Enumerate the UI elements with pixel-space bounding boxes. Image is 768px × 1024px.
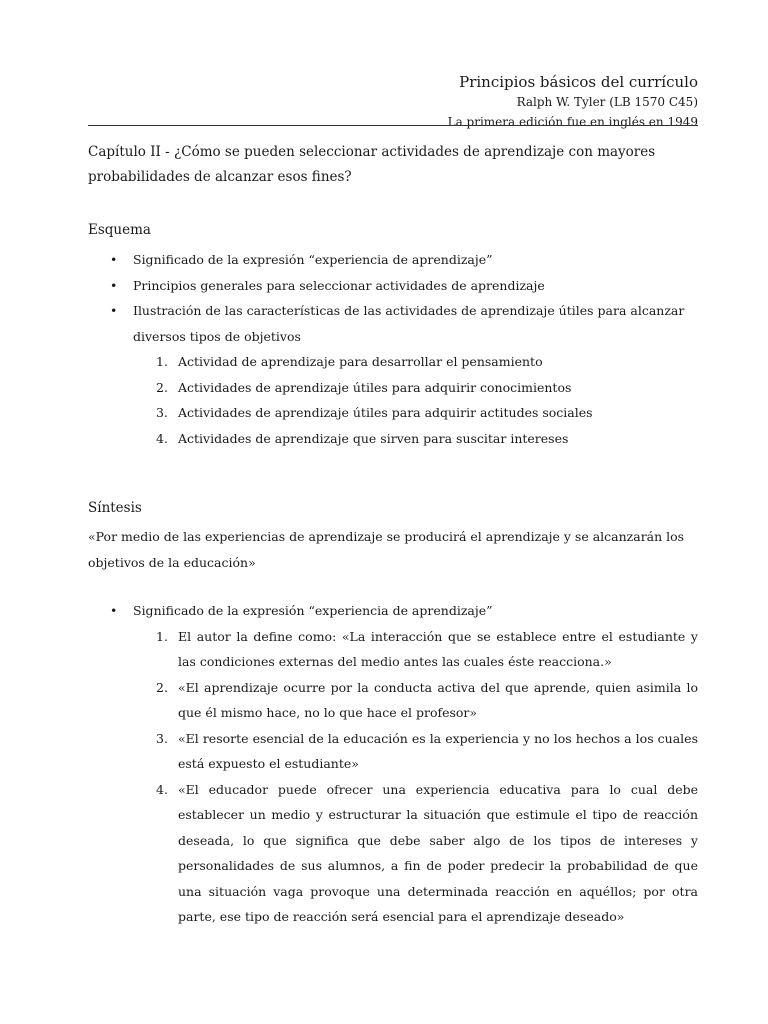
list-item: • Significado de la expresión “experiencia de aprendizaje” — [88, 247, 698, 273]
header-divider — [88, 125, 698, 126]
sintesis-quote: «Por medio de las experiencias de aprendizaje se producirá el aprendizaje y se alcanzarán los objetivos de la educación» — [88, 529, 685, 570]
list-item: 3. «El resorte esencial de la educación es la experiencia y no los hechos a los cuales está expuesto el estudiante» — [156, 730, 698, 771]
list-item: 3. Actividades de aprendizaje útiles para adquirir actitudes sociales — [156, 405, 593, 420]
list-item: 2. Actividades de aprendizaje útiles para adquirir conocimientos — [156, 379, 572, 395]
list-item: • Significado de la expresión “experiencia de aprendizaje” 1. El autor la define como: «La interacción que se establece entre el estudiante y las condiciones externas del medio antes las cuales éste reacciona.» 2. «El aprendizaje ocurre por la conducta activa del que aprende, quien asimila lo que él mismo hace, no lo que hace el profesor» 3. «El resorte esencial de la educación es la experiencia y no los hechos a los cuales está expuesto el estudiante» 4. «El educador puede ofrecer una experiencia educativa para lo cual debe establecer un medio y estructurar la situación que estimule el tipo de reacción deseada, lo que significa que debe saber algo de los tipos de intereses y personalidades de sus alumnos, a fin de poder predecir la probabilidad de que una situación vaga provoque una determinada reacción en aquéllos; por otra parte, ese tipo de reacción será esencial para el aprendizaje deseado» — [88, 598, 698, 930]
book-title: Principios básicos del currículo — [459, 73, 698, 91]
book-author: Ralph W. Tyler (LB 1570 C45) — [516, 95, 698, 109]
esquema-sublist — [133, 349, 698, 451]
esquema-list — [88, 247, 698, 451]
list-item: • Principios generales para seleccionar actividades de aprendizaje — [88, 273, 698, 299]
page-header — [448, 72, 698, 132]
chapter-title: Capítulo II - ¿Cómo se pueden seleccionar actividades de aprendizaje con mayores probabilidades de alcanzar esos fines? — [88, 144, 656, 185]
list-item: 4. Actividades de aprendizaje que sirven para suscitar intereses — [156, 430, 569, 446]
sintesis-heading: Síntesis — [88, 500, 142, 516]
edition-note: La primera edición fue en inglés en 1949 — [447, 115, 698, 129]
list-item: 4. «El educador puede ofrecer una experiencia educativa para lo cual debe establecer un medio y estructurar la situación que estimule el tipo de reacción deseada, lo que significa que debe saber algo de los tipos de intereses y personalidades de sus alumnos, a fin de poder predecir la probabilidad de que una situación vaga provoque una determinada reacción en aquéllos; por otra parte, ese tipo de reacción será esencial para el aprendizaje deseado» — [156, 781, 698, 924]
list-item: 1. Actividad de aprendizaje para desarrollar el pensamiento — [156, 354, 543, 369]
esquema-heading: Esquema — [88, 222, 151, 238]
list-item: • Ilustración de las características de las actividades de aprendizaje útiles para alcanzar diversos tipos de objetivos 1. Actividad de aprendizaje para desarrollar el pensamiento 2. Actividades de aprendizaje útiles para adquirir conocimientos 3. Actividades de aprendizaje útiles para adquirir actitudes sociales 4. Actividades de aprendizaje que sirven para suscitar intereses — [88, 298, 698, 451]
list-item: 1. El autor la define como: «La interacción que se establece entre el estudiante y las condiciones externas del medio antes las cuales éste reacciona.» — [156, 628, 698, 669]
significado-sublist — [133, 624, 698, 930]
significado-list — [88, 598, 698, 930]
list-item: 2. «El aprendizaje ocurre por la conducta activa del que aprende, quien asimila lo que él mismo hace, no lo que hace el profesor» — [156, 679, 698, 720]
